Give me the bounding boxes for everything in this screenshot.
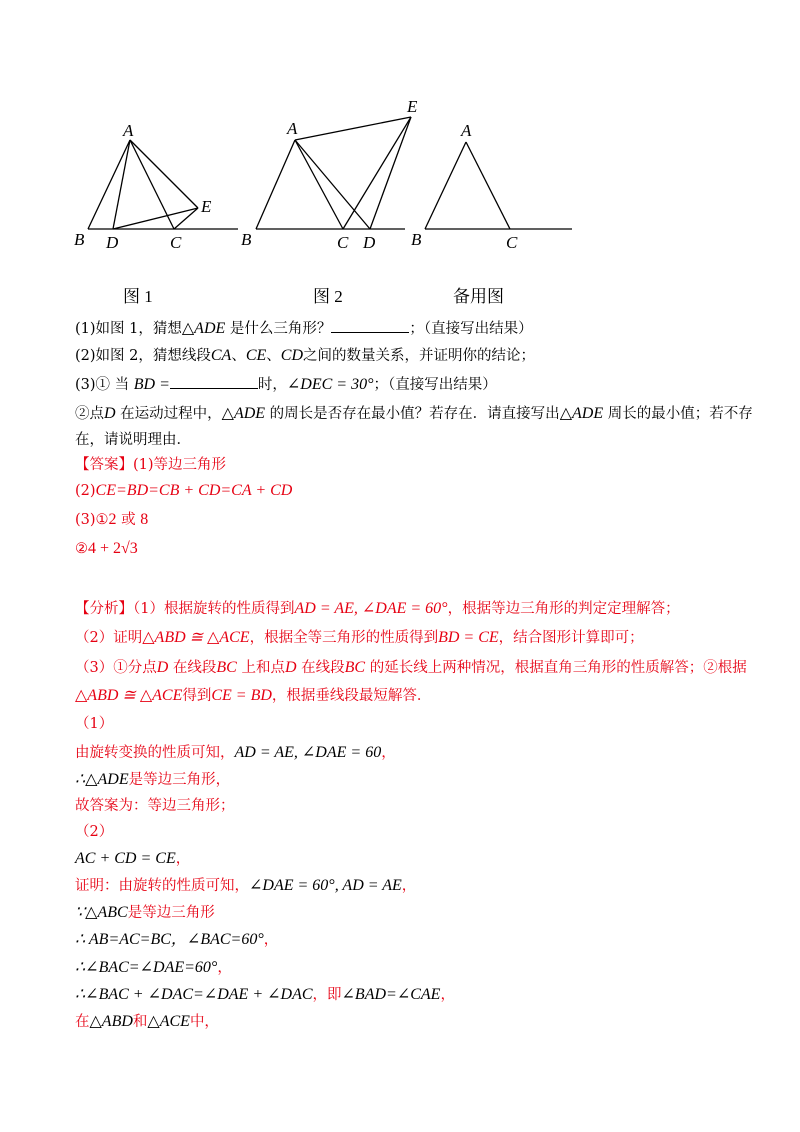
solution-part2-line2: 证明：由旋转的性质可知，∠DAE = 60°, AD = AE，	[75, 877, 417, 894]
fig3-segment-ac	[466, 142, 510, 229]
answer-line-2: (2)CE=BD=CB + CD=CA + CD	[75, 482, 293, 499]
solution-part1-head: （1）	[75, 716, 114, 732]
answer-blank-2[interactable]	[170, 374, 258, 389]
fig1-segment-ae	[130, 140, 198, 208]
fig2-segment-ac	[295, 140, 343, 229]
answer-line-1: 【答案】(1)等边三角形	[75, 457, 227, 473]
fig2-segment-ae	[295, 117, 411, 140]
fig2-label-b: B	[241, 230, 252, 249]
solution-part1-line1: 由旋转变换的性质可知，AD = AE, ∠DAE = 60，	[75, 744, 396, 761]
solution-part2-line1: AC + CD = CE，	[75, 850, 191, 867]
solution-part2-head: （2）	[75, 824, 114, 840]
figure-2	[256, 117, 411, 229]
question-3b-line2: 在，请说明理由．	[75, 432, 191, 448]
fig3-label-b: B	[411, 230, 422, 249]
answer-blank-1[interactable]	[331, 318, 409, 333]
fig2-segment-ce	[343, 117, 411, 229]
fig2-label-e: E	[407, 97, 418, 116]
fig2-label-c: C	[337, 233, 349, 252]
question-2: (2)如图 2，猜想线段CA、CE、CD之间的数量关系，并证明你的结论；	[75, 347, 536, 364]
analysis-line-3: （3）①分点D 在线段BC 上和点D 在线段BC 的延长线上两种情况，根据直角三角形的性质解答；②根据	[75, 659, 747, 676]
fig2-segment-ab	[256, 140, 295, 229]
fig2-segment-ad	[295, 140, 370, 229]
caption-fig3: 备用图	[453, 287, 504, 306]
fig3-label-a: A	[461, 121, 472, 140]
analysis-line-1: 【分析】（1）根据旋转的性质得到AD = AE, ∠DAE = 60°，根据等边三角形的判定定理解答；	[75, 600, 680, 617]
solution-part2-line7: 在△ABD和△ACE中，	[75, 1013, 219, 1030]
solution-part2-line4: ∴ AB=AC=BC，∠BAC=60°，	[75, 931, 279, 948]
fig1-segment-ad	[113, 140, 130, 229]
caption-fig2: 图 2	[313, 287, 343, 306]
fig3-segment-ab	[425, 142, 466, 229]
fig3-label-c: C	[506, 233, 518, 252]
figure-3	[425, 142, 572, 229]
fig1-label-e: E	[201, 197, 212, 216]
fig1-label-c: C	[170, 233, 182, 252]
fig1-label-d: D	[106, 233, 119, 252]
fig2-label-d: D	[363, 233, 376, 252]
analysis-line-4: △ABD ≅ △ACE得到CE = BD，根据垂线段最短解答．	[75, 687, 432, 704]
analysis-line-2: （2）证明△ABD ≅ △ACE，根据全等三角形的性质得到BD = CE，结合图形计算即可；	[75, 629, 644, 646]
solution-part2-line3: ∵△ABC是等边三角形	[75, 904, 215, 921]
caption-fig1: 图 1	[123, 287, 153, 306]
fig1-label-a: A	[123, 121, 134, 140]
solution-part1-line2: ∴△ADE是等边三角形，	[75, 771, 231, 788]
fig2-label-a: A	[287, 119, 298, 138]
answer-tag: 【答案】	[75, 457, 133, 473]
answer-line-4: ②4 + 2√3	[75, 540, 138, 557]
geometry-figures	[0, 0, 800, 320]
fig1-segment-ab	[88, 140, 130, 229]
fig1-label-b: B	[74, 230, 85, 249]
question-1: (1)如图 1，猜想△ADE 是什么三角形？ ；（直接写出结果）	[75, 320, 533, 337]
solution-part2-line6: ∴∠BAC + ∠DAC=∠DAE + ∠DAC，即∠BAD=∠CAE，	[75, 986, 455, 1003]
figure-1	[88, 140, 238, 229]
question-3a: (3)① 当 BD = 时，∠DEC = 30°；（直接写出结果）	[75, 376, 497, 393]
answer-line-3: (3)①2 或 8	[75, 511, 149, 528]
solution-part1-line3: 故答案为：等边三角形；	[75, 798, 235, 814]
fig2-segment-de	[370, 117, 411, 229]
question-3b-line1: ②点D 在运动过程中，△ADE 的周长是否存在最小值？若存在．请直接写出△ADE 周长的最小值；若不存	[75, 405, 753, 422]
analysis-tag: 【分析】	[75, 601, 133, 617]
solution-part2-line5: ∴∠BAC=∠DAE=60°，	[75, 959, 232, 976]
